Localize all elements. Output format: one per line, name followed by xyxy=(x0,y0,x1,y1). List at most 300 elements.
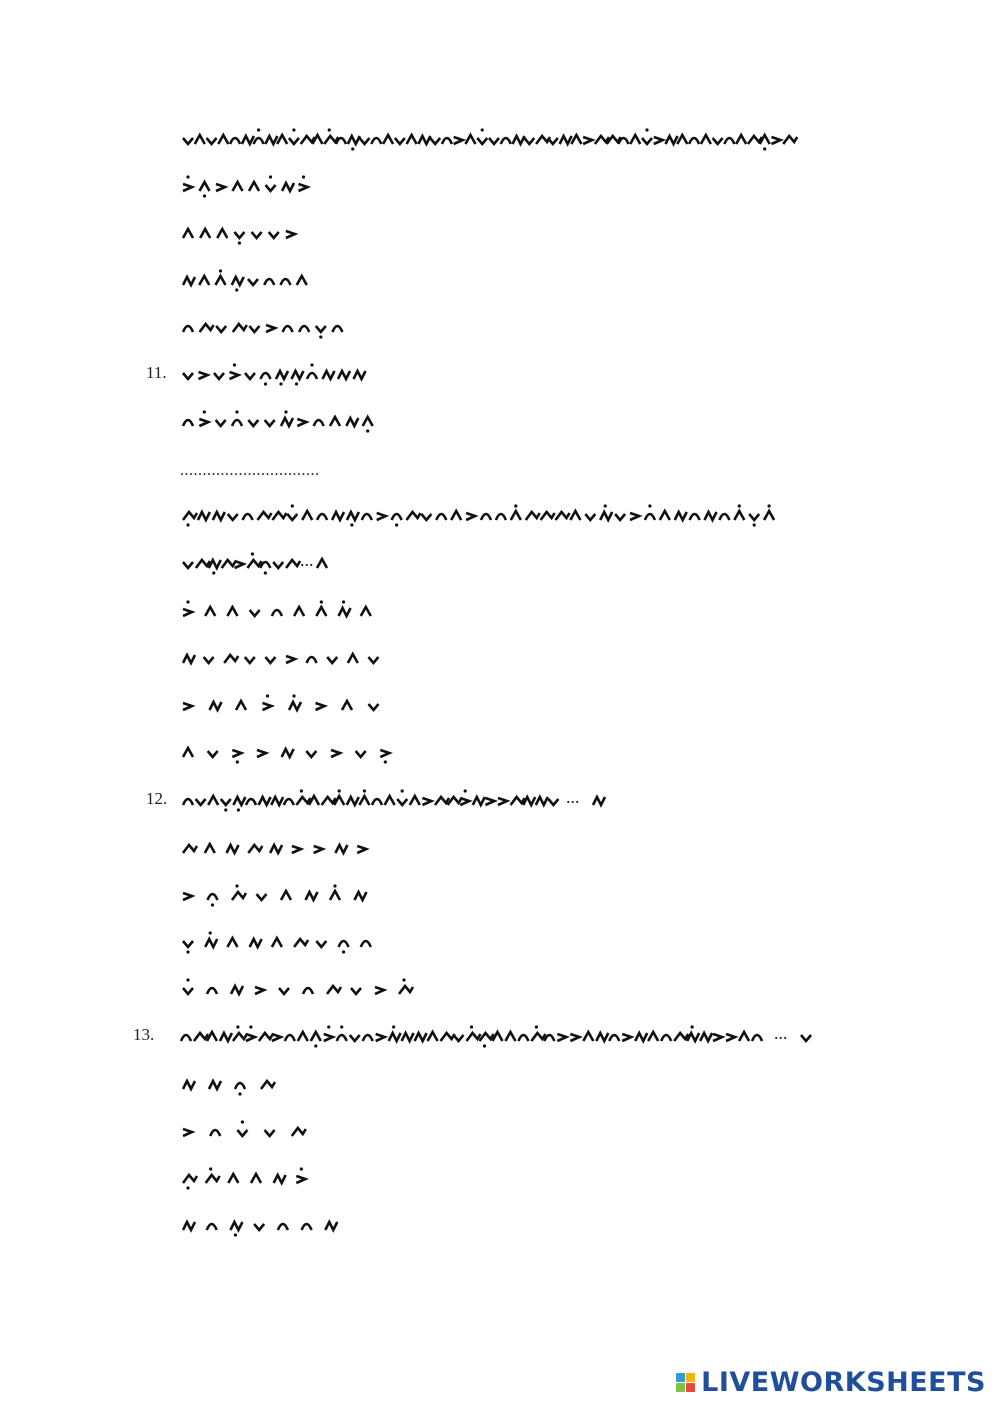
glyph-stroke xyxy=(361,941,371,947)
glyph-dot xyxy=(342,600,345,603)
logo-square xyxy=(676,1383,685,1392)
script-glyphs xyxy=(182,927,382,957)
glyph-stroke xyxy=(314,846,323,853)
glyph-stroke xyxy=(235,1083,245,1089)
glyph-dot xyxy=(264,382,267,385)
glyph-stroke xyxy=(220,1033,232,1041)
glyph-stroke xyxy=(233,182,243,191)
glyph-stroke xyxy=(248,845,262,853)
glyph-dot xyxy=(292,694,295,697)
glyph-stroke xyxy=(465,135,475,144)
glyph-stroke xyxy=(221,799,231,805)
glyph-stroke xyxy=(719,514,729,520)
glyph-stroke xyxy=(399,986,413,994)
glyph-stroke xyxy=(282,183,294,191)
glyph-stroke xyxy=(385,796,395,805)
glyph-stroke xyxy=(330,417,340,426)
glyph-dot xyxy=(470,1025,473,1028)
glyph-stroke xyxy=(583,1032,593,1041)
glyph-dot xyxy=(340,1025,343,1028)
glyph-stroke xyxy=(363,1035,373,1041)
glyph-stroke xyxy=(285,1035,295,1041)
script-glyphs xyxy=(800,1021,814,1051)
option-label xyxy=(182,312,348,342)
glyph-stroke xyxy=(585,514,595,520)
glyph-dot xyxy=(514,504,517,507)
glyph-stroke xyxy=(286,560,300,568)
script-colon xyxy=(592,785,606,815)
script-glyphs xyxy=(182,406,378,436)
glyph-stroke xyxy=(272,1034,281,1041)
glyph-dot xyxy=(233,363,236,366)
glyph-stroke xyxy=(337,1035,347,1041)
glyph-stroke xyxy=(218,135,228,144)
glyph-stroke xyxy=(205,844,215,853)
glyph-stroke xyxy=(205,939,217,947)
glyph-stroke xyxy=(269,232,279,238)
glyph-stroke xyxy=(501,138,511,144)
glyph-stroke xyxy=(783,136,797,144)
glyph-stroke xyxy=(726,1034,735,1041)
glyph-stroke xyxy=(183,893,192,900)
glyph-dot xyxy=(186,978,189,981)
glyph-stroke xyxy=(258,512,272,520)
glyph-stroke xyxy=(299,184,308,191)
glyph-stroke xyxy=(204,657,214,663)
glyph-stroke xyxy=(524,138,534,144)
glyph-dot xyxy=(363,789,366,792)
glyph-dot xyxy=(738,504,741,507)
option-label xyxy=(182,880,378,910)
glyph-stroke xyxy=(233,1033,247,1041)
glyph-dot xyxy=(241,1120,244,1123)
glyph-stroke xyxy=(292,1128,306,1136)
glyph-dot xyxy=(535,1025,538,1028)
glyph-dot xyxy=(236,1025,239,1028)
option-label xyxy=(182,737,404,767)
glyph-stroke xyxy=(331,750,340,757)
glyph-stroke xyxy=(661,1035,671,1041)
glyph-dot xyxy=(212,571,215,574)
glyph-stroke xyxy=(233,324,247,332)
glyph-stroke xyxy=(284,799,294,805)
glyph-stroke xyxy=(771,137,780,144)
glyph-stroke xyxy=(246,1034,255,1041)
glyph-stroke xyxy=(198,512,210,520)
glyph-stroke xyxy=(312,135,322,144)
glyph-stroke xyxy=(752,1035,762,1041)
glyph-stroke xyxy=(700,1033,712,1041)
liveworksheets-brand[interactable] xyxy=(676,1367,986,1398)
glyph-stroke xyxy=(332,512,344,520)
option-label xyxy=(182,218,302,248)
glyph-stroke xyxy=(272,512,286,520)
glyph-stroke xyxy=(764,511,774,520)
glyph-dot xyxy=(384,760,387,763)
option-label xyxy=(182,1116,318,1146)
glyph-stroke xyxy=(428,1032,438,1041)
glyph-stroke xyxy=(183,277,195,285)
glyph-stroke xyxy=(183,512,197,520)
glyph-stroke xyxy=(348,136,360,144)
glyph-stroke xyxy=(265,420,275,426)
script-glyphs xyxy=(182,265,312,295)
glyph-dot xyxy=(328,128,331,131)
glyph-stroke xyxy=(363,417,373,426)
glyph-stroke xyxy=(259,1033,273,1041)
glyph-stroke xyxy=(183,941,193,947)
script-text xyxy=(182,359,368,389)
glyph-dot xyxy=(392,1025,395,1028)
glyph-dot xyxy=(203,410,206,413)
glyph-stroke xyxy=(492,1032,502,1041)
glyph-dot xyxy=(310,363,313,366)
glyph-stroke xyxy=(724,138,734,144)
glyph-stroke xyxy=(199,419,208,426)
glyph-dot xyxy=(350,523,353,526)
script-text xyxy=(182,548,298,578)
glyph-stroke xyxy=(195,135,205,144)
script-glyphs xyxy=(182,500,778,530)
glyph-stroke xyxy=(422,798,431,805)
glyph-stroke xyxy=(247,560,261,568)
option-label xyxy=(182,690,394,720)
glyph-stroke xyxy=(270,845,282,853)
script-text xyxy=(182,124,794,154)
script-text xyxy=(182,785,560,815)
glyph-stroke xyxy=(252,232,262,238)
script-glyphs xyxy=(182,124,794,154)
glyph-dot xyxy=(269,175,272,178)
glyph-stroke xyxy=(347,797,359,805)
glyph-stroke xyxy=(257,894,267,900)
glyph-stroke xyxy=(255,987,264,994)
glyph-stroke xyxy=(209,1081,221,1089)
script-glyphs xyxy=(182,643,388,673)
script-glyphs xyxy=(182,1069,286,1099)
glyph-stroke xyxy=(677,135,687,144)
glyph-dot xyxy=(753,523,756,526)
glyph-stroke xyxy=(421,514,431,520)
ellipsis: ... xyxy=(774,1023,788,1043)
glyph-stroke xyxy=(260,562,270,568)
glyph-stroke xyxy=(666,136,678,144)
glyph-stroke xyxy=(389,1033,401,1041)
glyph-stroke xyxy=(266,185,276,191)
glyph-stroke xyxy=(327,657,337,663)
glyph-stroke xyxy=(243,514,253,520)
glyph-stroke xyxy=(183,1175,197,1183)
glyph-stroke xyxy=(245,373,255,379)
glyph-stroke xyxy=(713,1034,722,1041)
glyph-stroke xyxy=(348,654,358,663)
script-glyphs xyxy=(182,312,348,342)
glyph-stroke xyxy=(361,607,371,616)
glyph-stroke xyxy=(297,419,306,426)
glyph-dot xyxy=(300,1167,303,1170)
glyph-stroke xyxy=(196,560,210,568)
glyph-stroke xyxy=(283,326,293,332)
glyph-stroke xyxy=(183,1129,192,1136)
glyph-stroke xyxy=(593,797,605,805)
glyph-stroke xyxy=(296,1176,305,1183)
glyph-dot xyxy=(464,789,467,792)
script-glyphs xyxy=(316,548,328,578)
glyph-stroke xyxy=(272,938,282,947)
glyph-stroke xyxy=(350,1035,360,1041)
glyph-stroke xyxy=(596,1033,608,1041)
glyph-stroke xyxy=(248,420,258,426)
glyph-stroke xyxy=(271,797,283,805)
glyph-stroke xyxy=(292,846,301,853)
question-number: 13. xyxy=(133,1025,155,1044)
script-glyphs xyxy=(182,596,382,626)
glyph-stroke xyxy=(286,656,295,663)
glyph-stroke xyxy=(196,799,206,805)
glyph-stroke xyxy=(736,135,746,144)
glyph-stroke xyxy=(687,1033,699,1041)
glyph-dot xyxy=(238,241,241,244)
glyph-stroke xyxy=(477,138,487,144)
glyph-stroke xyxy=(436,514,446,520)
glyph-dot xyxy=(209,931,212,934)
glyph-dot xyxy=(645,128,648,131)
glyph-stroke xyxy=(342,701,352,710)
glyph-stroke xyxy=(511,511,521,520)
glyph-stroke xyxy=(369,704,379,710)
glyph-stroke xyxy=(544,1035,554,1041)
glyph-stroke xyxy=(216,326,226,332)
glyph-stroke xyxy=(660,511,670,520)
glyph-stroke xyxy=(749,514,759,520)
glyph-stroke xyxy=(287,514,297,520)
glyph-stroke xyxy=(257,750,266,757)
option-label xyxy=(182,171,314,201)
glyph-stroke xyxy=(351,988,361,994)
glyph-dot xyxy=(186,950,189,953)
glyph-stroke xyxy=(739,1032,749,1041)
glyph-stroke xyxy=(630,513,639,520)
glyph-stroke xyxy=(183,562,193,568)
script-colon xyxy=(316,548,328,578)
glyph-stroke xyxy=(289,702,301,710)
glyph-stroke xyxy=(232,892,246,900)
glyph-dot xyxy=(209,1167,212,1170)
glyph-stroke xyxy=(368,657,378,663)
glyph-stroke xyxy=(183,420,193,426)
script-glyphs xyxy=(182,737,404,767)
glyph-stroke xyxy=(467,1033,481,1041)
script-glyphs xyxy=(182,833,378,863)
script-text xyxy=(180,1021,764,1051)
glyph-stroke xyxy=(375,987,384,994)
glyph-stroke xyxy=(418,136,430,144)
script-glyphs xyxy=(182,359,368,389)
glyph-dot xyxy=(234,1233,237,1236)
glyph-stroke xyxy=(259,797,271,805)
option-label xyxy=(182,596,382,626)
glyph-stroke xyxy=(265,657,275,663)
glyph-stroke xyxy=(205,607,215,616)
glyph-dot xyxy=(481,128,484,131)
glyph-dot xyxy=(224,808,227,811)
glyph-stroke xyxy=(327,986,341,994)
glyph-stroke xyxy=(246,799,256,805)
script-colon xyxy=(800,1021,814,1051)
glyph-dot xyxy=(395,523,398,526)
glyph-stroke xyxy=(232,750,241,757)
glyph-stroke xyxy=(302,511,312,520)
glyph-stroke xyxy=(324,1034,333,1041)
glyph-stroke xyxy=(224,655,238,663)
glyph-stroke xyxy=(383,135,393,144)
glyph-stroke xyxy=(307,373,317,379)
glyph-dot xyxy=(235,410,238,413)
glyph-stroke xyxy=(227,938,237,947)
glyph-stroke xyxy=(316,703,325,710)
script-glyphs xyxy=(182,1116,318,1146)
glyph-stroke xyxy=(316,607,326,616)
glyph-stroke xyxy=(303,988,313,994)
glyph-stroke xyxy=(250,939,262,947)
glyph-stroke xyxy=(199,372,208,379)
option-label xyxy=(182,927,382,957)
glyph-stroke xyxy=(281,279,291,285)
glyph-stroke xyxy=(194,1033,208,1041)
glyph-dot xyxy=(319,335,322,338)
glyph-stroke xyxy=(183,229,193,238)
glyph-stroke xyxy=(183,748,193,757)
glyph-dot xyxy=(186,523,189,526)
glyph-stroke xyxy=(249,326,259,332)
glyph-stroke xyxy=(451,511,461,520)
glyph-stroke xyxy=(466,513,475,520)
glyph-stroke xyxy=(397,799,407,805)
glyph-stroke xyxy=(760,135,770,144)
glyph-stroke xyxy=(183,373,193,379)
script-glyphs xyxy=(182,171,314,201)
glyph-stroke xyxy=(560,136,572,144)
option-label xyxy=(182,1069,286,1099)
glyph-stroke xyxy=(600,512,612,520)
glyph-dot xyxy=(768,504,771,507)
glyph-dot xyxy=(604,504,607,507)
glyph-stroke xyxy=(183,184,192,191)
glyph-stroke xyxy=(645,514,655,520)
glyph-stroke xyxy=(531,1033,545,1041)
glyph-dot xyxy=(302,175,305,178)
glyph-stroke xyxy=(208,894,218,900)
glyph-stroke xyxy=(274,1175,286,1183)
glyph-stroke xyxy=(338,371,350,379)
glyph-stroke xyxy=(245,657,255,663)
glyph-stroke xyxy=(407,135,417,144)
glyph-stroke xyxy=(236,701,246,710)
glyph-dot xyxy=(186,175,189,178)
glyph-stroke xyxy=(441,1033,455,1041)
glyph-stroke xyxy=(199,276,209,285)
glyph-dot xyxy=(327,1025,330,1028)
glyph-dot xyxy=(300,789,303,792)
glyph-stroke xyxy=(281,418,293,426)
glyph-stroke xyxy=(183,609,192,616)
script-glyphs xyxy=(182,690,394,720)
glyph-stroke xyxy=(294,607,304,616)
glyph-stroke xyxy=(183,138,193,144)
glyph-stroke xyxy=(316,326,326,332)
glyph-stroke xyxy=(377,513,386,520)
glyph-stroke xyxy=(648,1032,658,1041)
script-glyphs xyxy=(182,785,560,815)
script-glyphs xyxy=(182,880,378,910)
glyph-stroke xyxy=(618,138,628,144)
answer-dotted-line[interactable]: ............................... xyxy=(180,462,320,479)
glyph-stroke xyxy=(235,561,244,568)
glyph-stroke xyxy=(222,560,236,568)
glyph-dot xyxy=(203,194,206,197)
glyph-dot xyxy=(763,147,766,150)
glyph-stroke xyxy=(213,512,225,520)
glyph-stroke xyxy=(281,891,291,900)
glyph-stroke xyxy=(309,796,319,805)
glyph-stroke xyxy=(183,703,192,710)
glyph-stroke xyxy=(518,1035,528,1041)
glyph-stroke xyxy=(570,1034,579,1041)
glyph-stroke xyxy=(228,514,238,520)
glyph-dot xyxy=(691,1025,694,1028)
ellipsis: ... xyxy=(300,550,314,570)
glyph-stroke xyxy=(473,797,485,805)
glyph-stroke xyxy=(430,138,440,144)
glyph-stroke xyxy=(297,276,307,285)
glyph-stroke xyxy=(286,231,295,238)
glyph-stroke xyxy=(278,1224,288,1230)
script-glyphs xyxy=(592,785,606,815)
glyph-stroke xyxy=(642,138,652,144)
glyph-stroke xyxy=(249,182,259,191)
glyph-stroke xyxy=(217,229,227,238)
glyph-stroke xyxy=(208,796,218,805)
glyph-stroke xyxy=(407,512,421,520)
glyph-stroke xyxy=(263,703,272,710)
option-label xyxy=(182,1163,318,1193)
glyph-dot xyxy=(314,1044,317,1047)
glyph-stroke xyxy=(282,749,294,757)
glyph-stroke xyxy=(279,988,289,994)
glyph-stroke xyxy=(701,135,711,144)
glyph-stroke xyxy=(317,559,327,568)
glyph-stroke xyxy=(536,797,548,805)
glyph-dot xyxy=(648,504,651,507)
glyph-stroke xyxy=(376,1034,385,1041)
glyph-stroke xyxy=(266,325,275,332)
glyph-stroke xyxy=(216,276,226,285)
glyph-dot xyxy=(338,789,341,792)
glyph-stroke xyxy=(548,799,558,805)
glyph-stroke xyxy=(498,798,507,805)
glyph-stroke xyxy=(254,138,264,144)
glyph-stroke xyxy=(265,1130,275,1136)
glyph-dot xyxy=(291,504,294,507)
glyph-stroke xyxy=(207,988,217,994)
glyph-stroke xyxy=(307,657,317,663)
glyph-stroke xyxy=(200,229,210,238)
glyph-stroke xyxy=(254,1224,264,1230)
script-glyphs xyxy=(182,218,302,248)
glyph-stroke xyxy=(395,138,405,144)
glyph-stroke xyxy=(316,941,326,947)
glyph-stroke xyxy=(654,137,663,144)
